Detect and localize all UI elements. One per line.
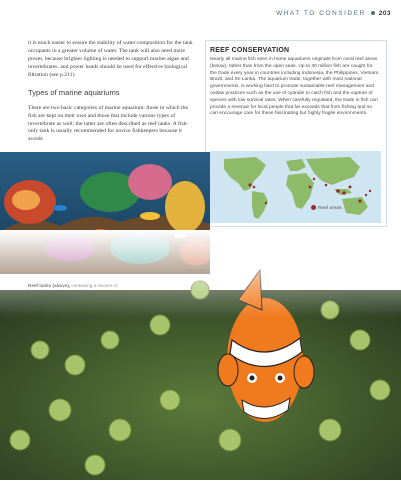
reef-marker	[248, 183, 251, 186]
paragraph-text: it is much easier to ensure the stability of water composition for the tank occupants in a greater volume of water. The tank will also need more power, because brighter lighting is needed to support marine algae and invertebrates, and power heads should be used for effective biological filtration (see p.211).	[28, 40, 193, 78]
world-map	[210, 151, 381, 241]
paragraph-text: There are two basic categories of marine aquarium: those in which the fish are kept on their own and those that include various types of invertebrate as well; the latter are often described as reef tanks. A fish-only tank is usually recommended for novice fishkeepers because it avoids	[28, 104, 189, 143]
running-header	[276, 10, 391, 17]
legend-label: Reef areas	[318, 205, 342, 211]
reef-marker	[365, 194, 367, 196]
page-number: 203	[378, 10, 391, 17]
map-legend	[311, 205, 341, 211]
reef-conservation-box	[205, 40, 387, 227]
reef-marker	[369, 190, 371, 192]
reef-marker	[342, 191, 346, 195]
reef-marker	[313, 178, 315, 180]
body-paragraph-1	[28, 40, 194, 80]
reef-marker	[253, 186, 256, 189]
reef-marker	[336, 189, 340, 193]
reef-marker	[265, 202, 267, 204]
clownfish-anemone-photo	[0, 230, 401, 480]
box-title: REEF CONSERVATION	[210, 47, 290, 54]
reef-legend-swatch	[311, 205, 316, 210]
reef-marker	[325, 184, 328, 187]
clownfish-image	[0, 230, 401, 480]
reef-marker	[349, 186, 352, 189]
reef-marker	[358, 199, 361, 202]
body-paragraph-2	[28, 99, 194, 150]
box-text: Nearly all marine fish seen in home aquariums originate from coral reef areas (below), rather than from the open seas. Up to 30 million fish are caught for the trade every year in countries including Indonesia, the Philippines, Vietnam, Brazil, and Sri Lanka. The aquarium trade, together with most national governments, is working hard to promote sustainable reef management and outlaw practices such as the use of cyanide to catch fish and the capture of species with low survival rates. When carefully regulated, the trade in fish can provide a revenue for local people that far exceeds that from fishing and so can encourage care for these fascinating but highly fragile environments.	[210, 57, 380, 117]
reef-marker	[309, 186, 312, 189]
subheading: Types of marine aquariums	[28, 88, 120, 97]
section-title: WHAT TO CONSIDER	[276, 10, 366, 17]
bullet-dot-icon	[371, 11, 375, 15]
